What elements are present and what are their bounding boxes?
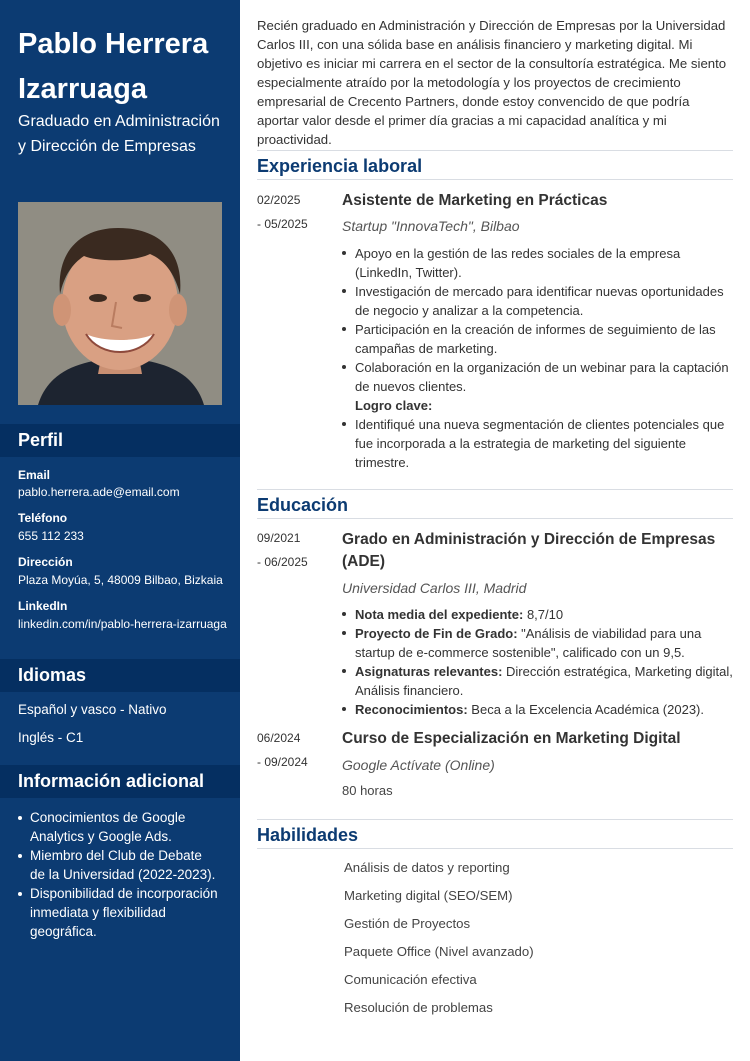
email-value[interactable]: pablo.herrera.ade@email.com xyxy=(18,485,180,499)
course-institution: Google Actívate (Online) xyxy=(342,757,495,773)
name-line-1: Pablo Herrera xyxy=(18,28,209,60)
sidebar xyxy=(0,0,240,1061)
headline: Graduado en Administración y Dirección de Empresas xyxy=(18,113,220,155)
degree-date-end: - 06/2025 xyxy=(257,555,308,569)
degree-detail-item: Asignaturas relevantes: Dirección estratégica, Marketing digital, Análisis financiero. xyxy=(342,662,733,700)
course-date-start: 06/2024 xyxy=(257,731,301,745)
phone-value[interactable]: 655 112 233 xyxy=(18,529,84,543)
job-title: Asistente de Marketing en Prácticas xyxy=(342,192,608,209)
address-value: Plaza Moyúa, 5, 48009 Bilbao, Bizkaia xyxy=(18,573,223,587)
extra-info-item: Disponibilidad de incorporación inmediata y flexibilidad geográfica. xyxy=(18,884,218,941)
skill-item: Resolución de problemas xyxy=(344,1000,493,1015)
job-responsibilities xyxy=(342,244,733,472)
skill-item: Paquete Office (Nivel avanzado) xyxy=(344,944,534,959)
professional-summary: Recién graduado en Administración y Dirección de Empresas por la Universidad Carlos III, con una sólida base en análisis financiero y marketing digital. Mi objetivo es iniciar mi carrera en el sector de la consultoría estratégica. Me siento especialmente atraído por la metodología y los proyectos de crecimiento empresarial de Crecento Partners, donde estoy convencido de que podría aportar valor desde el primer día gracias a mi capacidad analítica y mi proactividad. xyxy=(257,18,727,147)
degree-details xyxy=(342,605,733,719)
linkedin-value[interactable]: linkedin.com/in/pablo-herrera-izarruaga xyxy=(18,617,227,631)
job-achievement-label: Logro clave: xyxy=(355,398,433,413)
job-date-start: 02/2025 xyxy=(257,193,301,207)
profile-photo xyxy=(18,202,222,405)
degree-detail-item: Reconocimientos: Beca a la Excelencia Académica (2023). xyxy=(342,700,733,719)
skill-item: Comunicación efectiva xyxy=(344,972,477,987)
skill-item: Gestión de Proyectos xyxy=(344,916,471,931)
course-hours: 80 horas xyxy=(342,783,393,798)
job-company: Startup "InnovaTech", Bilbao xyxy=(342,218,520,234)
skill-item: Análisis de datos y reporting xyxy=(344,860,510,875)
experience-section-title: Experiencia laboral xyxy=(257,150,733,180)
name-line-2: Izarruaga xyxy=(18,73,147,105)
extra-info-section-title: Información adicional xyxy=(0,765,240,798)
job-date-end: - 05/2025 xyxy=(257,217,308,231)
course-date-end: - 09/2024 xyxy=(257,755,308,769)
job-bullet: Investigación de mercado para identificar nuevas oportunidades de negocio y analizar a la competencia. xyxy=(342,282,733,320)
job-bullet: Apoyo en la gestión de las redes sociales de la empresa (LinkedIn, Twitter). xyxy=(342,244,733,282)
perfil-section-title: Perfil xyxy=(0,424,240,457)
degree-detail-item: Nota media del expediente: 8,7/10 xyxy=(342,605,733,624)
extra-info-list xyxy=(18,808,218,941)
email-label: Email xyxy=(18,468,51,482)
course-title: Curso de Especialización en Marketing Digital xyxy=(342,730,681,747)
job-bullet: Colaboración en la organización de un webinar para la captación de nuevos clientes. xyxy=(342,358,733,396)
candidate-name xyxy=(18,22,233,112)
degree-detail-item: Proyecto de Fin de Grado: "Análisis de viabilidad para una startup de e-commerce sostenible", calificado con un 9,5. xyxy=(342,624,733,662)
job-achievement: Identifiqué una nueva segmentación de clientes potenciales que fue incorporada a la estrategia de marketing del siguiente trimestre. xyxy=(342,415,733,472)
course-date xyxy=(257,726,327,774)
extra-info-item: Miembro del Club de Debate de la Universidad (2022-2023). xyxy=(18,846,218,884)
degree-institution: Universidad Carlos III, Madrid xyxy=(342,580,527,596)
linkedin-label: LinkedIn xyxy=(18,599,68,613)
skills-section-title: Habilidades xyxy=(257,819,733,849)
education-section-title: Educación xyxy=(257,489,733,519)
job-bullet: Participación en la creación de informes de seguimiento de las campañas de marketing. xyxy=(342,320,733,358)
degree-date-start: 09/2021 xyxy=(257,531,301,545)
idiomas-section-title: Idiomas xyxy=(0,659,240,692)
skill-item: Marketing digital (SEO/SEM) xyxy=(344,888,513,903)
language-item: Inglés - C1 xyxy=(18,730,84,745)
job-date xyxy=(257,188,327,236)
extra-info-item: Conocimientos de Google Analytics y Google Ads. xyxy=(18,808,218,846)
address-label: Dirección xyxy=(18,555,73,569)
degree-date xyxy=(257,526,327,574)
degree-title: Grado en Administración y Dirección de Empresas (ADE) xyxy=(342,531,716,570)
phone-label: Teléfono xyxy=(18,511,68,525)
language-item: Español y vasco - Nativo xyxy=(18,702,167,717)
